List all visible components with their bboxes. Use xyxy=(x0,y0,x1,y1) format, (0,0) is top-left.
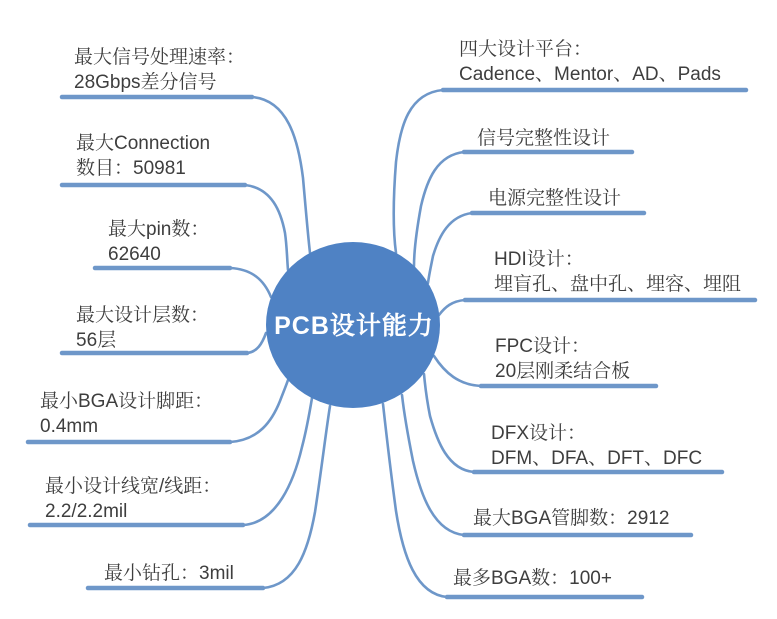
branch-connector xyxy=(230,380,288,442)
branch-label-line: 最大pin数： xyxy=(108,219,210,240)
branch-label-max-connection xyxy=(76,131,210,181)
branch-connector xyxy=(414,152,464,266)
branch-label-min-bga-pitch xyxy=(40,389,213,439)
branch-connector xyxy=(428,213,472,283)
branch-label-max-pin-count xyxy=(108,217,209,267)
branch-label-line: DFX设计： xyxy=(491,423,587,444)
branch-connector xyxy=(434,356,481,386)
branch-label-max-signal-rate xyxy=(74,45,245,95)
branch-label-line: 最多BGA数：100+ xyxy=(453,568,612,589)
branch-connector xyxy=(245,185,288,270)
center-topic-title: PCB设计能力 xyxy=(274,312,434,340)
branch-label-max-bga-pins xyxy=(473,506,669,531)
branch-label-line: 埋盲孔、盘中孔、埋容、埋阻 xyxy=(494,274,742,295)
branch-label-min-trace xyxy=(45,474,221,524)
branch-label-line: Cadence、Mentor、AD、Pads xyxy=(459,64,721,85)
branch-label-line: 28Gbps差分信号 xyxy=(74,72,217,93)
branch-label-line: 最小钻孔：3mil xyxy=(104,563,234,584)
branch-label-max-layers xyxy=(76,303,209,353)
branch-label-line: 信号完整性设计 xyxy=(477,128,611,149)
branch-label-line: 最小设计线宽/线距： xyxy=(45,476,222,497)
branch-label-power-integrity xyxy=(488,186,621,211)
branch-connector xyxy=(383,404,447,597)
branch-label-line: 最小BGA设计脚距： xyxy=(40,391,214,412)
branch-label-max-bga-count xyxy=(453,566,612,591)
branch-label-dfx-design xyxy=(491,421,702,471)
branch-label-min-drill xyxy=(104,561,234,586)
branch-label-line: 最大Connection xyxy=(76,133,211,154)
branch-label-design-platforms xyxy=(459,37,721,87)
branch-label-line: 62640 xyxy=(108,244,161,265)
branch-connector xyxy=(243,398,312,525)
branch-label-line: FPC设计： xyxy=(495,336,591,357)
branch-label-signal-integrity xyxy=(477,126,610,151)
branch-label-line: 数目：50981 xyxy=(76,158,186,179)
branch-label-line: 最大BGA管脚数：2912 xyxy=(473,508,670,529)
branch-label-hdi-design xyxy=(494,247,741,297)
branch-connector xyxy=(424,374,474,472)
branch-label-line: 最大信号处理速率： xyxy=(74,47,246,68)
branch-label-line: 0.4mm xyxy=(40,416,99,437)
branch-label-line: 最大设计层数： xyxy=(76,305,210,326)
branch-connector xyxy=(230,268,271,297)
branch-label-line: DFM、DFA、DFT、DFC xyxy=(491,448,703,469)
branch-connector xyxy=(252,97,310,253)
branch-label-line: 2.2/2.2mil xyxy=(45,501,128,522)
branch-connector xyxy=(263,406,330,588)
branch-label-line: 电源完整性设计 xyxy=(488,188,622,209)
branch-label-line: 56层 xyxy=(76,330,117,351)
branch-label-line: 四大设计平台： xyxy=(459,39,593,60)
branch-label-fpc-design xyxy=(495,334,630,384)
branch-label-line: 20层刚柔结合板 xyxy=(495,361,631,382)
branch-label-line: HDI设计： xyxy=(494,249,584,270)
